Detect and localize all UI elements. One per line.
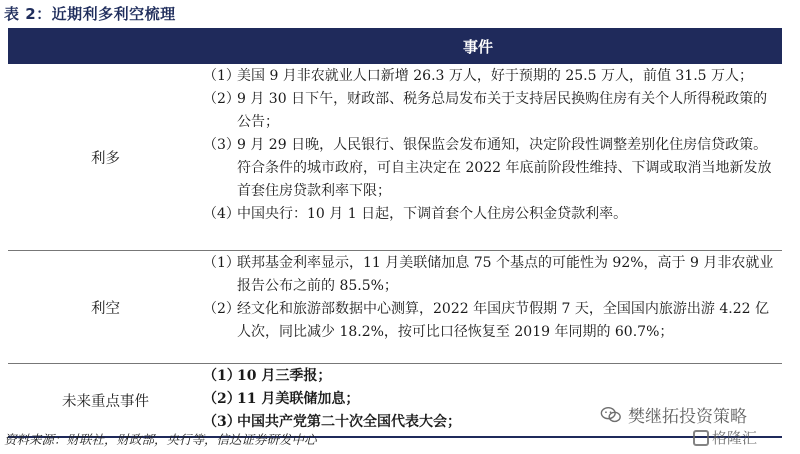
list-item	[203, 298, 782, 344]
item-text: 9 月 29 日晚，人民银行、银保监会发布通知，决定阶段性调整差别化住房信贷政策。符合条件的城市政府，可自主决定在 2022 年底前阶段性维持、下调或取消当地新发放首套住房贷款利率下限；	[237, 137, 772, 199]
item-number: （2）	[203, 91, 240, 107]
item-number: （3）	[203, 414, 241, 430]
item-text: 中国共产党第二十次全国代表大会；	[237, 414, 461, 430]
header-event: 事件	[463, 37, 494, 56]
item-text: 美国 9 月非农就业人口新增 26.3 万人，好于预期的 25.5 万人，前值 31.5 万人；	[237, 68, 754, 84]
item-number: （4）	[203, 206, 240, 222]
item-number: （1）	[203, 368, 241, 384]
brand-logo	[693, 427, 757, 448]
item-text: 9 月 30 日下午，财政部、税务总局发布关于支持居民换购住房有关个人所得税政策的公告；	[237, 91, 768, 130]
list-item	[203, 252, 782, 298]
item-number: （1）	[203, 68, 240, 84]
logo-icon	[693, 430, 709, 446]
watermark	[600, 402, 747, 427]
table-title: 表 2：近期利多利空梳理	[4, 5, 176, 23]
item-text: 中国央行：10 月 1 日起，下调首套个人住房公积金贷款利率。	[237, 206, 628, 222]
category-label: 未来重点事件	[62, 393, 149, 410]
item-number: （2）	[203, 301, 240, 317]
list-item	[203, 65, 782, 88]
item-number: （1）	[203, 255, 240, 271]
list-item	[203, 365, 782, 388]
row-items	[203, 251, 782, 363]
row-items	[203, 64, 782, 250]
item-text: 10 月三季报；	[237, 368, 332, 384]
row-bullish	[8, 64, 782, 251]
item-text: 联邦基金利率显示，11 月美联储加息 75 个基点的可能性为 92%，高于 9 月非农就业报告公布之前的 85.5%；	[237, 255, 774, 294]
item-number: （2）	[203, 391, 241, 407]
item-number: （3）	[203, 137, 240, 153]
wechat-icon	[600, 404, 622, 426]
list-item	[203, 203, 782, 226]
table-header	[8, 28, 782, 64]
source-note: 资料来源：财联社，财政部，央行等，信达证券研发中心	[4, 432, 317, 447]
category-label: 利多	[91, 150, 120, 167]
list-item	[203, 134, 782, 203]
item-text: 11 月美联储加息；	[237, 391, 360, 407]
events-table	[8, 28, 782, 438]
list-item	[203, 88, 782, 134]
category-label: 利空	[91, 300, 120, 317]
watermark-text: 樊继拓投资策略	[628, 407, 747, 427]
item-text: 经文化和旅游部数据中心测算，2022 年国庆节假期 7 天，全国国内旅游出游 4.22 亿人次，同比减少 18.2%，按可比口径恢复至 2019 年同期的 60.7%；	[237, 301, 769, 340]
logo-text: 格隆汇	[712, 429, 758, 447]
row-bearish	[8, 251, 782, 364]
